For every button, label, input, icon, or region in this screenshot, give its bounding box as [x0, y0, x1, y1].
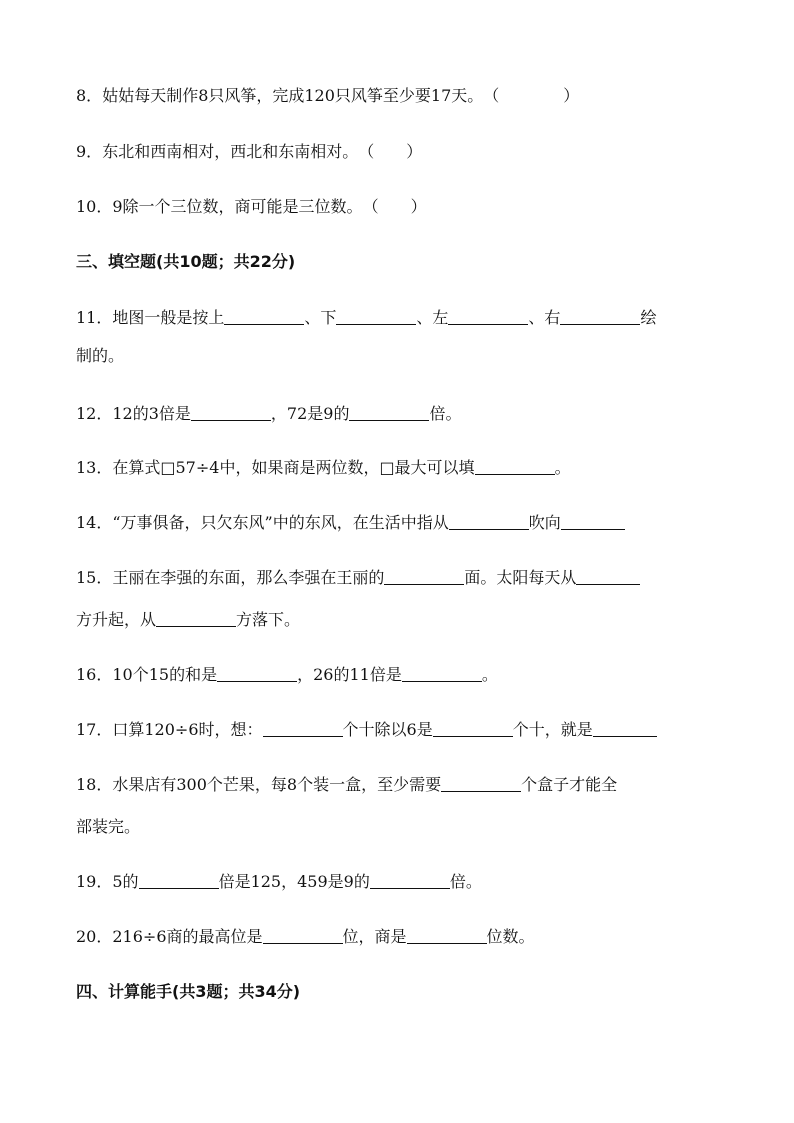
question-18-continuation: 部装完。: [76, 817, 141, 836]
question-number: 20．: [76, 927, 113, 946]
question-text: 绘: [640, 308, 657, 327]
answer-blank[interactable]: [139, 872, 219, 889]
question-12: [76, 404, 461, 424]
question-text: 姑姑每天制作8只风筝，完成120只风筝至少要17天。: [102, 86, 484, 105]
question-number: 16．: [76, 665, 113, 684]
answer-blank[interactable]: [336, 308, 416, 325]
question-text: 、右: [528, 308, 561, 327]
question-text: 地图一般是按上: [112, 308, 225, 327]
question-text: 12的3倍是: [112, 404, 191, 423]
question-16: [76, 665, 498, 685]
answer-blank[interactable]: [441, 775, 521, 792]
question-text: 倍。: [429, 404, 462, 423]
answer-blank[interactable]: [561, 513, 625, 530]
question-number: 9．: [76, 142, 103, 161]
question-number: 11．: [76, 308, 113, 327]
answer-blank[interactable]: [191, 404, 271, 421]
question-text: “万事俱备，只欠东风”中的东风，在生活中指从: [112, 513, 449, 532]
question-13: [76, 458, 571, 478]
question-text: 倍。: [449, 872, 482, 891]
question-number: 15．: [76, 568, 113, 587]
question-text: 东北和西南相对，西北和东南相对。: [102, 142, 359, 161]
section-4-heading: 四、计算能手(共3题；共34分): [76, 982, 301, 1001]
answer-blank[interactable]: [217, 665, 297, 682]
answer-parentheses[interactable]: （ ）: [362, 197, 427, 216]
question-text: 位数。: [486, 927, 535, 946]
answer-blank[interactable]: [263, 720, 343, 737]
question-number: 8．: [76, 86, 103, 105]
question-text: 。: [481, 665, 498, 684]
answer-blank[interactable]: [448, 308, 528, 325]
answer-blank[interactable]: [156, 610, 236, 627]
question-20: [76, 927, 535, 947]
question-text: 方落下。: [236, 610, 301, 629]
section-3-heading: 三、填空题(共10题；共22分): [76, 252, 296, 271]
answer-blank[interactable]: [560, 308, 640, 325]
answer-blank[interactable]: [576, 568, 640, 585]
answer-blank[interactable]: [449, 513, 529, 530]
question-number: 17．: [76, 720, 113, 739]
question-11: [76, 308, 656, 328]
question-18: [76, 775, 617, 795]
question-15-continuation: [76, 610, 300, 630]
answer-blank[interactable]: [407, 927, 487, 944]
question-14: [76, 513, 625, 533]
answer-blank[interactable]: [475, 458, 555, 475]
question-17: [76, 720, 657, 740]
question-10: [76, 197, 427, 217]
answer-blank[interactable]: [593, 720, 657, 737]
answer-blank[interactable]: [263, 927, 343, 944]
question-text: 个盒子才能全: [521, 775, 618, 794]
question-text: 个十除以6是: [342, 720, 433, 739]
question-text: 在算式□57÷4中，如果商是两位数，□最大可以填: [112, 458, 475, 477]
question-number: 18．: [76, 775, 113, 794]
question-number: 14．: [76, 513, 113, 532]
question-text: 倍是125，459是9的: [218, 872, 370, 891]
question-text: 水果店有300个芒果，每8个装一盒，至少需要: [112, 775, 442, 794]
question-number: 12．: [76, 404, 113, 423]
answer-parentheses[interactable]: （ ）: [483, 86, 580, 105]
question-text: 10个15的和是: [112, 665, 218, 684]
answer-parentheses[interactable]: （ ）: [358, 142, 423, 161]
answer-blank[interactable]: [384, 568, 464, 585]
question-11-continuation: 制的。: [76, 346, 125, 365]
question-9: [76, 142, 422, 162]
question-text: 、左: [416, 308, 449, 327]
question-text: 面。太阳每天从: [464, 568, 577, 587]
question-text: 口算120÷6时，想：: [112, 720, 263, 739]
question-text: 位，商是: [342, 927, 407, 946]
question-19: [76, 872, 482, 892]
question-text: 王丽在李强的东面，那么李强在王丽的: [112, 568, 385, 587]
question-text: 吹向: [528, 513, 561, 532]
question-text: 216÷6商的最高位是: [112, 927, 263, 946]
question-text: 9除一个三位数，商可能是三位数。: [112, 197, 363, 216]
question-text: 方升起，从: [76, 610, 157, 629]
answer-blank[interactable]: [402, 665, 482, 682]
question-text: 个十，就是: [512, 720, 593, 739]
question-text: ，26的11倍是: [297, 665, 402, 684]
question-text: 、下: [304, 308, 337, 327]
question-text: ，72是9的: [270, 404, 350, 423]
answer-blank[interactable]: [224, 308, 304, 325]
question-number: 19．: [76, 872, 113, 891]
question-8: [76, 86, 579, 106]
answer-blank[interactable]: [370, 872, 450, 889]
question-number: 10．: [76, 197, 113, 216]
question-text: 。: [554, 458, 571, 477]
question-text: 5的: [112, 872, 139, 891]
question-15: [76, 568, 640, 588]
question-number: 13．: [76, 458, 113, 477]
answer-blank[interactable]: [349, 404, 429, 421]
answer-blank[interactable]: [433, 720, 513, 737]
